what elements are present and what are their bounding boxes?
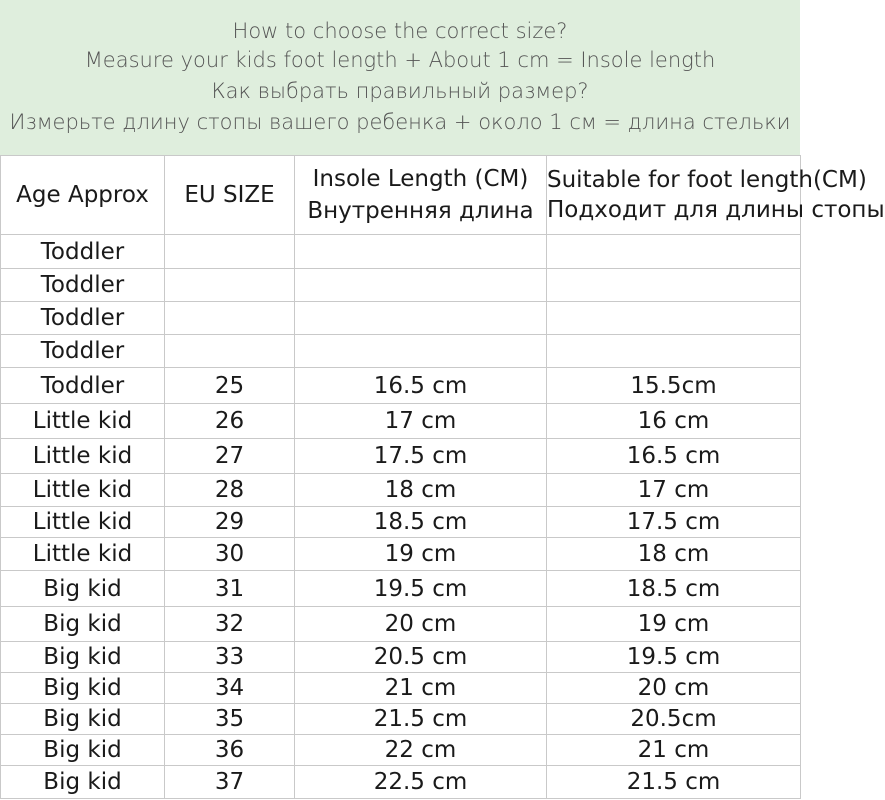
instruction-formula-ru: Измерьте длину стопы вашего ребенка + около 1 см = длина стельки: [9, 110, 791, 134]
cell-eu-size: [165, 335, 295, 368]
cell-insole-length: 18 cm: [295, 474, 547, 507]
cell-age: Big kid: [1, 673, 165, 704]
cell-foot-length: 21.5 cm: [547, 766, 801, 799]
cell-age: Toddler: [1, 235, 165, 269]
insole-header-ru: Внутренняя длина: [307, 198, 534, 224]
cell-foot-length: [547, 335, 801, 368]
cell-age: Toddler: [1, 368, 165, 404]
cell-foot-length: 19.5 cm: [547, 642, 801, 673]
cell-eu-size: 28: [165, 474, 295, 507]
column-header-insole-length: [295, 156, 547, 235]
cell-insole-length: 22 cm: [295, 735, 547, 766]
cell-age: Little kid: [1, 474, 165, 507]
table-row: [1, 235, 801, 269]
cell-foot-length: 16 cm: [547, 404, 801, 439]
table-row: [1, 404, 801, 439]
table-row: [1, 735, 801, 766]
cell-foot-length: 21 cm: [547, 735, 801, 766]
cell-eu-size: [165, 302, 295, 335]
cell-insole-length: 19.5 cm: [295, 571, 547, 607]
cell-eu-size: 32: [165, 607, 295, 642]
cell-insole-length: 17.5 cm: [295, 439, 547, 474]
cell-age: Big kid: [1, 571, 165, 607]
foot-header-en: Suitable for foot length(CM): [547, 167, 867, 193]
cell-eu-size: 26: [165, 404, 295, 439]
cell-age: Little kid: [1, 538, 165, 571]
cell-eu-size: 37: [165, 766, 295, 799]
cell-insole-length: 17 cm: [295, 404, 547, 439]
cell-foot-length: [547, 302, 801, 335]
cell-eu-size: 30: [165, 538, 295, 571]
cell-foot-length: 16.5 cm: [547, 439, 801, 474]
table-row: [1, 368, 801, 404]
cell-foot-length: 15.5cm: [547, 368, 801, 404]
insole-header-en: Insole Length (CM): [312, 166, 529, 192]
instruction-title-ru: Как выбрать правильный размер?: [211, 79, 589, 103]
table-row: [1, 673, 801, 704]
cell-foot-length: 18 cm: [547, 538, 801, 571]
cell-eu-size: 31: [165, 571, 295, 607]
cell-age: Big kid: [1, 642, 165, 673]
cell-age: Big kid: [1, 735, 165, 766]
cell-foot-length: 20 cm: [547, 673, 801, 704]
foot-header-ru: Подходит для длины стопы: [547, 197, 885, 223]
table-row: [1, 642, 801, 673]
table-row: [1, 302, 801, 335]
table-row: [1, 507, 801, 538]
table-row: [1, 538, 801, 571]
cell-insole-length: 16.5 cm: [295, 368, 547, 404]
cell-insole-length: [295, 235, 547, 269]
column-header-foot-length: [547, 156, 885, 235]
cell-foot-length: 18.5 cm: [547, 571, 801, 607]
cell-age: Little kid: [1, 404, 165, 439]
table-header-row: [1, 156, 801, 235]
cell-foot-length: [547, 269, 801, 302]
cell-foot-length: 17.5 cm: [547, 507, 801, 538]
cell-foot-length: [547, 235, 801, 269]
table-row: [1, 607, 801, 642]
cell-eu-size: 33: [165, 642, 295, 673]
instructions-banner: [0, 0, 800, 155]
cell-age: Toddler: [1, 302, 165, 335]
cell-insole-length: [295, 335, 547, 368]
table-row: [1, 704, 801, 735]
cell-insole-length: 19 cm: [295, 538, 547, 571]
table-row: [1, 474, 801, 507]
cell-foot-length: 20.5cm: [547, 704, 801, 735]
cell-insole-length: [295, 302, 547, 335]
cell-eu-size: 36: [165, 735, 295, 766]
cell-age: Little kid: [1, 507, 165, 538]
cell-age: Toddler: [1, 335, 165, 368]
cell-insole-length: 21.5 cm: [295, 704, 547, 735]
cell-eu-size: 27: [165, 439, 295, 474]
cell-foot-length: 19 cm: [547, 607, 801, 642]
cell-insole-length: [295, 269, 547, 302]
cell-age: Toddler: [1, 269, 165, 302]
cell-insole-length: 20 cm: [295, 607, 547, 642]
column-header-age: Age Approx: [1, 156, 165, 235]
cell-age: Big kid: [1, 607, 165, 642]
cell-insole-length: 22.5 cm: [295, 766, 547, 799]
table-row: [1, 335, 801, 368]
column-header-eu-size: EU SIZE: [165, 156, 295, 235]
size-chart-table: [0, 155, 885, 799]
table-row: [1, 766, 801, 799]
cell-insole-length: 21 cm: [295, 673, 547, 704]
table-row: [1, 269, 801, 302]
cell-age: Big kid: [1, 766, 165, 799]
cell-insole-length: 18.5 cm: [295, 507, 547, 538]
cell-foot-length: 17 cm: [547, 474, 801, 507]
cell-eu-size: [165, 269, 295, 302]
cell-eu-size: 35: [165, 704, 295, 735]
table-row: [1, 571, 801, 607]
cell-eu-size: 34: [165, 673, 295, 704]
cell-eu-size: 25: [165, 368, 295, 404]
table-row: [1, 439, 801, 474]
instruction-formula-en: Measure your kids foot length + About 1 cm = Insole length: [84, 48, 716, 72]
cell-age: Little kid: [1, 439, 165, 474]
cell-eu-size: 29: [165, 507, 295, 538]
cell-insole-length: 20.5 cm: [295, 642, 547, 673]
instruction-title-en: How to choose the correct size?: [232, 19, 568, 43]
cell-eu-size: [165, 235, 295, 269]
cell-age: Big kid: [1, 704, 165, 735]
